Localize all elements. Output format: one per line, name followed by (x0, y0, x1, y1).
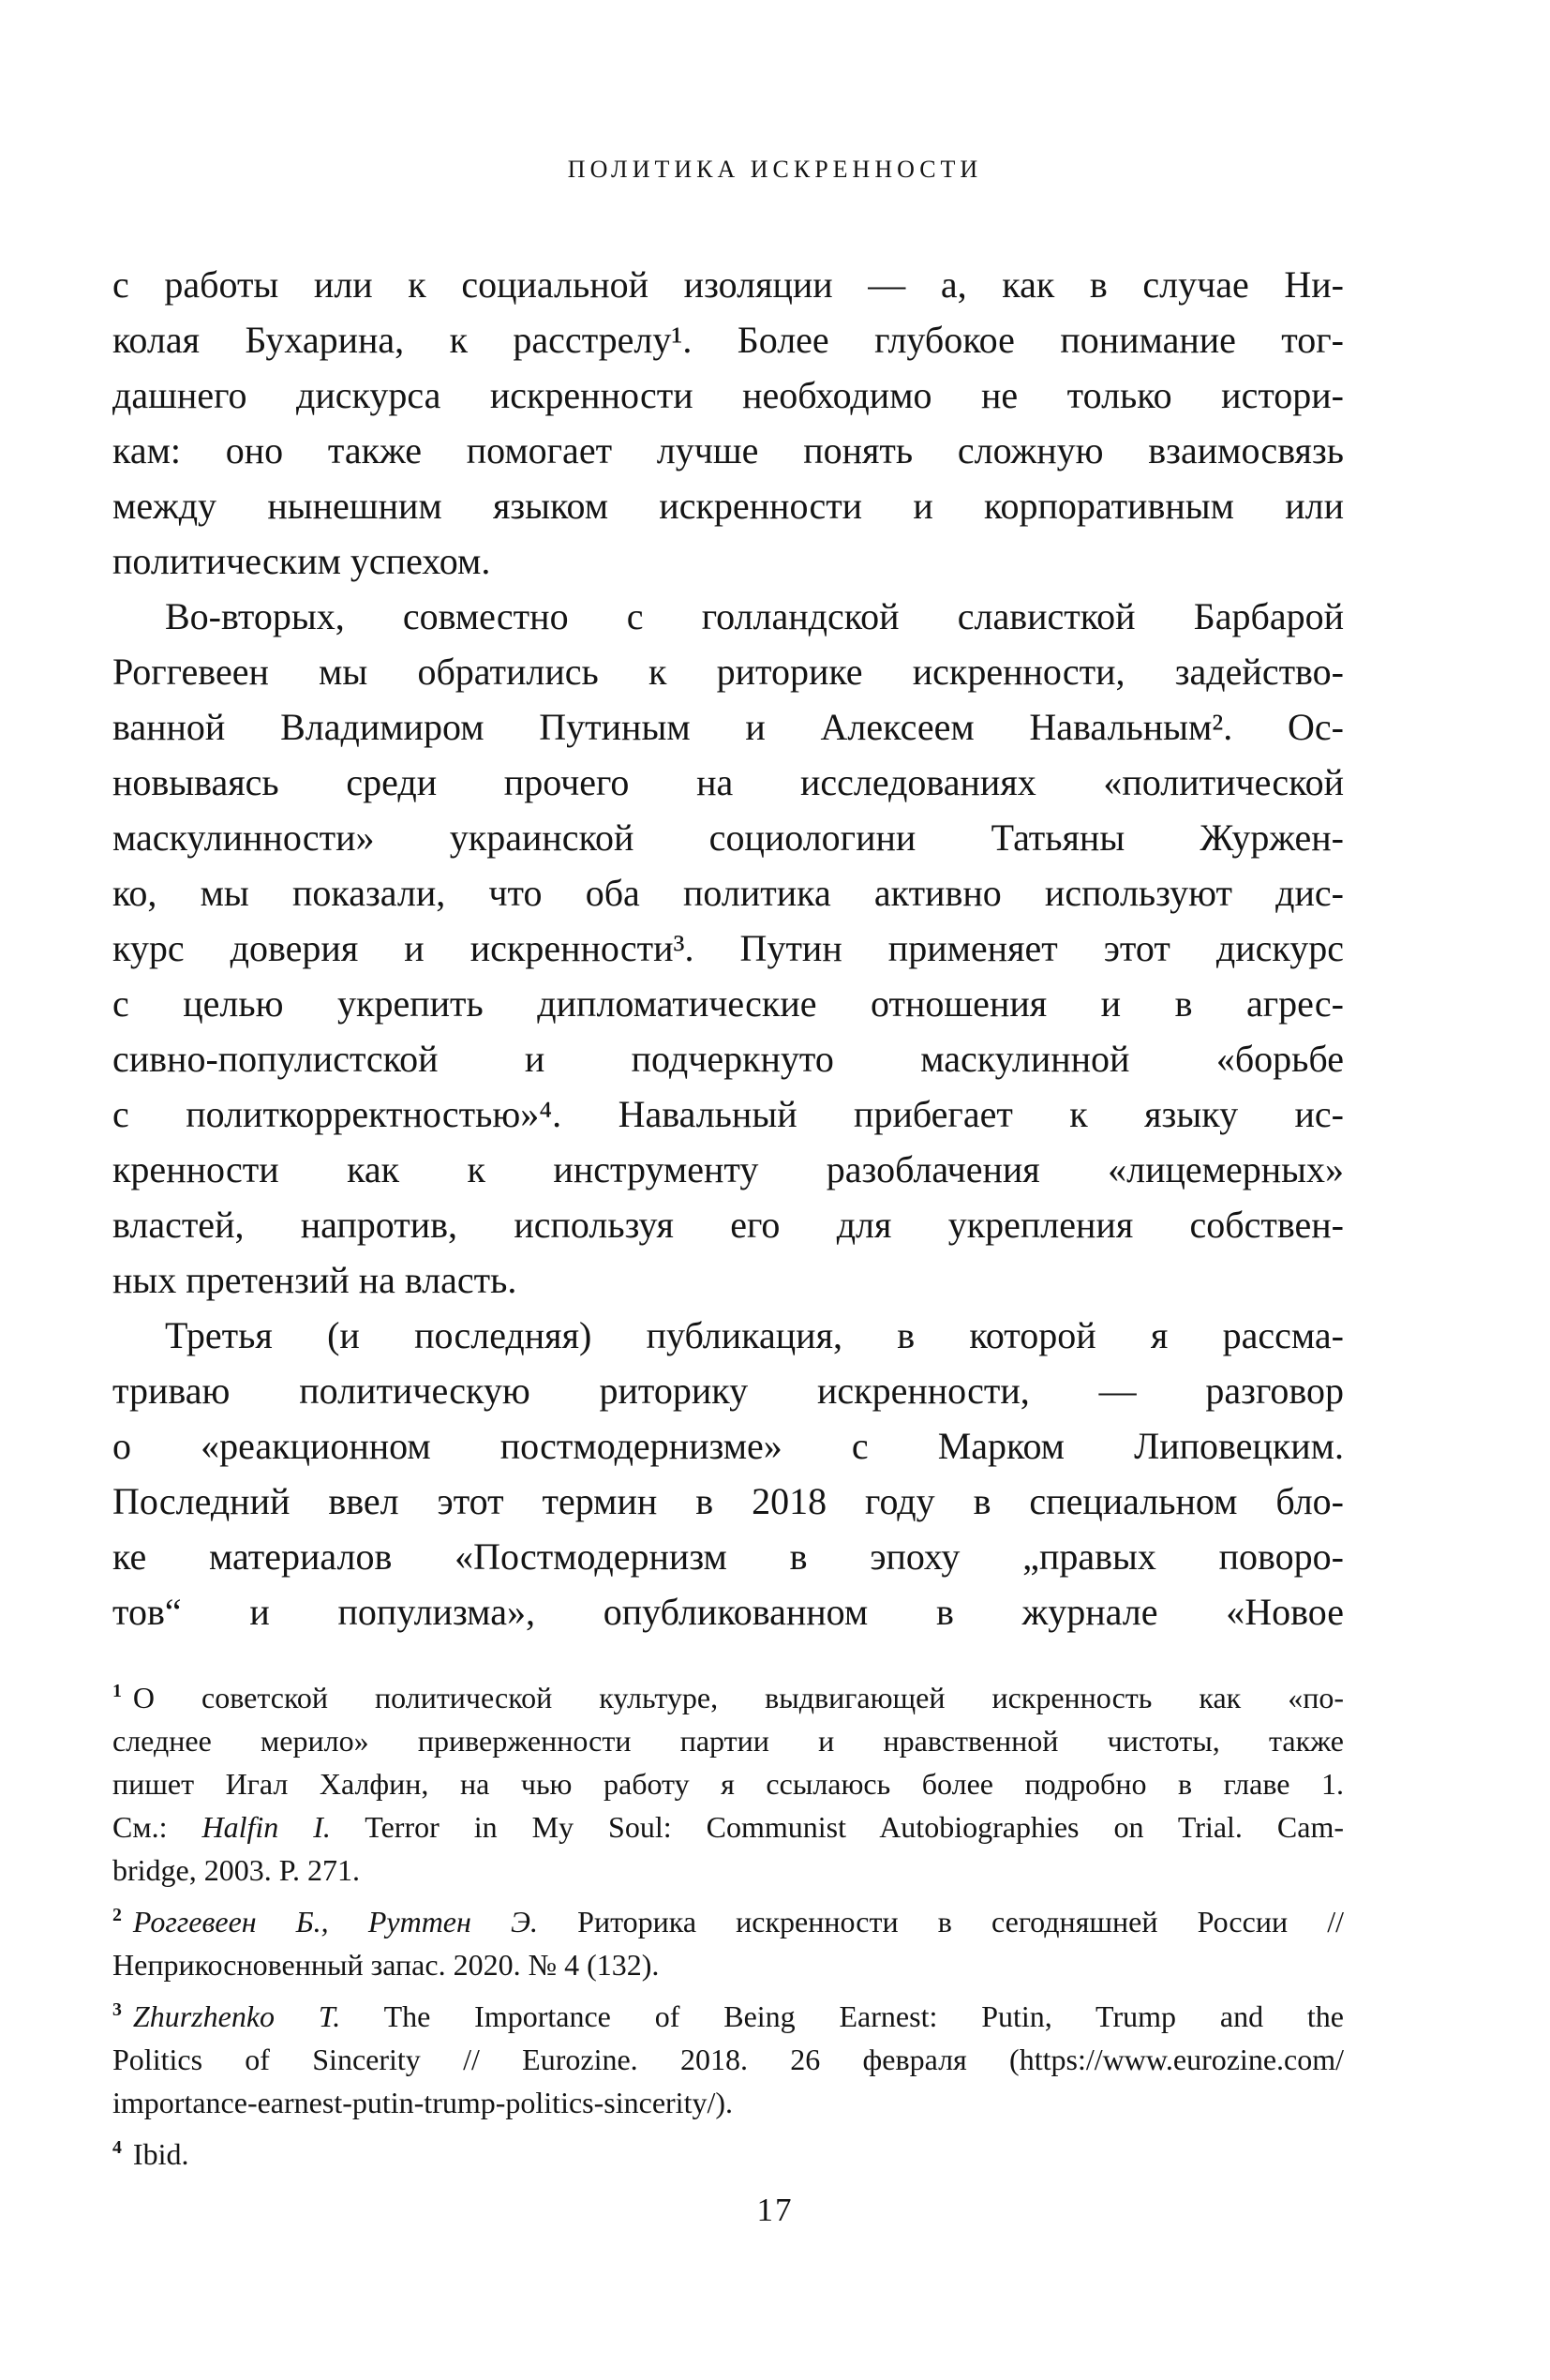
text-line: Роггевеен мы обратились к риторике искренности, задейство- (112, 651, 1344, 693)
footnote-line (112, 1995, 1344, 2038)
footnote-text: importance-earnest-putin-trump-politics-sincerity/). (112, 2086, 733, 2119)
running-head: ПОЛИТИКА ИСКРЕННОСТИ (567, 156, 983, 183)
text-line: Во-вторых, совместно с голландской слависткой Барбарой (165, 595, 1344, 637)
footnote-line (112, 1849, 1344, 1892)
footnote (112, 2133, 1344, 2176)
text-line: сивно-популистской и подчеркнуто маскулинной «борьбе (112, 1038, 1344, 1080)
footnote-text: Риторика искренности в сегодняшней России // (538, 1905, 1345, 1938)
footnote-line (112, 2133, 1344, 2176)
text-line: между нынешним языком искренности и корпоративным или (112, 485, 1344, 527)
footnote-text: The Importance of Being Earnest: Putin, Trump and the (340, 1999, 1345, 2033)
footnote-line (112, 1719, 1344, 1762)
footnote-line (112, 1900, 1344, 1943)
paragraph (112, 257, 1344, 589)
footnote-text: Ibid. (132, 2137, 189, 2171)
footnote (112, 1995, 1344, 2124)
footnote-text: Politics of Sincerity // Eurozine. 2018. 26 февраля (https://www.eurozine.com/ (112, 2043, 1344, 2076)
footnote-citation-authors: Роггевеен Б., Руттен Э. (132, 1905, 538, 1938)
paragraph (112, 589, 1344, 1308)
text-line: с работы или к социальной изоляции — а, как в случае Ни- (112, 263, 1344, 306)
text-line: колая Бухарина, к расстрелу¹. Более глубокое понимание тог- (112, 319, 1344, 361)
footnote-marker: 2 (112, 1905, 122, 1926)
text-line: ке материалов «Постмодернизм в эпоху „правых поворо- (112, 1535, 1344, 1578)
footnote-marker: 4 (112, 2137, 122, 2159)
text-line: властей, напротив, используя его для укрепления собствен- (112, 1204, 1344, 1246)
footnote-line (112, 2081, 1344, 2124)
text-line: Третья (и последняя) публикация, в которой я рассма- (165, 1314, 1344, 1356)
text-line: с целью укрепить дипломатические отношения и в агрес- (112, 982, 1344, 1025)
text-line: кренности как к инструменту разоблачения «лицемерных» (112, 1148, 1344, 1190)
footnote-marker: 1 (112, 1681, 122, 1702)
text-line: дашнего дискурса искренности необходимо не только истори- (112, 374, 1344, 416)
footnote-text: Terror in My Soul: Communist Autobiographies on Trial. Cam- (330, 1810, 1345, 1844)
text-line: о «реакционном постмодернизме» с Марком Липовецким. (112, 1425, 1344, 1467)
text-line: тов“ и популизма», опубликованном в журнале «Новое (112, 1591, 1344, 1633)
footnote-text: bridge, 2003. P. 271. (112, 1853, 360, 1887)
page-number: 17 (756, 2192, 794, 2228)
text-line: новываясь среди прочего на исследованиях «политической (112, 761, 1344, 803)
footnote-line (112, 2038, 1344, 2081)
body-text (112, 257, 1344, 1639)
footnote-line (112, 1762, 1344, 1805)
text-line: ванной Владимиром Путиным и Алексеем Навальным². Ос- (112, 706, 1344, 748)
text-line: политическим успехом. (112, 540, 491, 582)
footnote-line (112, 1676, 1344, 1719)
footnote-text: О советской политической культуре, выдвигающей искренность как «по- (132, 1681, 1344, 1714)
text-line: кам: оно также помогает лучше понять сложную взаимосвязь (112, 429, 1344, 472)
footnote-text: следнее мерило» приверженности партии и нравственной чистоты, также (112, 1724, 1344, 1758)
footnote-text: пишет Игал Халфин, на чью работу я ссылаюсь более подробно в главе 1. (112, 1767, 1344, 1801)
text-line: триваю политическую риторику искренности, — разговор (112, 1370, 1344, 1412)
text-line: маскулинности» украинской социологини Татьяны Журжен- (112, 816, 1344, 859)
footnote-text: Неприкосновенный запас. 2020. № 4 (132). (112, 1948, 660, 1982)
footnote-marker: 3 (112, 1999, 122, 2021)
text-line: ных претензий на власть. (112, 1259, 517, 1301)
footnote-line (112, 1805, 1344, 1849)
text-line: с политкорректностью»⁴. Навальный прибегает к языку ис- (112, 1093, 1344, 1135)
footnotes (112, 1676, 1344, 2184)
paragraph (112, 1308, 1344, 1639)
text-line: курс доверия и искренности³. Путин применяет этот дискурс (112, 927, 1344, 969)
text-line: ко, мы показали, что оба политика активно используют дис- (112, 872, 1344, 914)
footnote-citation-authors: Zhurzhenko T. (132, 1999, 341, 2033)
footnote-citation-authors: Halfin I. (201, 1810, 331, 1844)
footnote-line (112, 1943, 1344, 1986)
footnote (112, 1676, 1344, 1892)
footnote (112, 1900, 1344, 1986)
text-line: Последний ввел этот термин в 2018 году в специальном бло- (112, 1480, 1344, 1522)
footnote-text: См.: (112, 1810, 202, 1844)
